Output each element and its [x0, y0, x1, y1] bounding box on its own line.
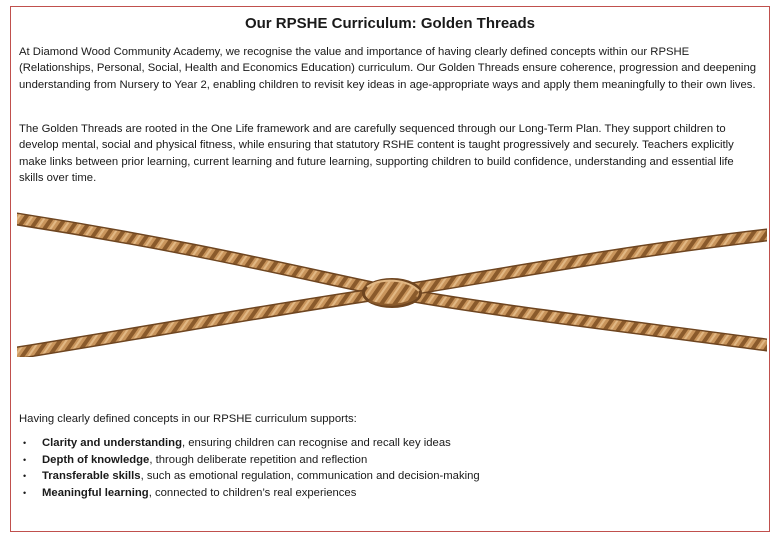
list-item-term: Clarity and understanding	[42, 437, 182, 449]
list-item-term: Transferable skills	[42, 470, 141, 482]
list-item	[23, 468, 480, 485]
list-item-text: , through deliberate repetition and reflection	[149, 453, 368, 466]
list-item	[23, 435, 480, 452]
golden-threads-rope-image	[17, 207, 767, 357]
rope-knot-icon	[17, 207, 767, 357]
list-item-text: , such as emotional regulation, communication and decision-making	[140, 470, 480, 482]
list-item	[23, 452, 480, 469]
bullet-icon: •	[23, 454, 27, 465]
list-item-term: Meaningful learning	[42, 486, 149, 499]
list-item-text: , ensuring children can recognise and recall key ideas	[181, 437, 451, 449]
list-item	[23, 485, 480, 502]
document-frame	[10, 6, 770, 532]
framework-paragraph: The Golden Threads are rooted in the One Life framework and are carefully sequenced through our Long-Term Plan. They support children to develop mental, social and physical fitness, while ensuring that statutory RSHE content is taught progressively and securely. Teachers explicitly make links between prior learning, current learning and future learning, supporting children to build confidence, understanding and essential life skills over time.	[19, 123, 734, 184]
benefits-list	[23, 435, 480, 501]
intro-paragraph: At Diamond Wood Community Academy, we recognise the value and importance of having clearly defined concepts within our RPSHE (Relationships, Personal, Social, Health and Economics Education) curriculum. Our Golden Threads ensure coherence, progression and deepening understanding from Nursery to Year 2, enabling children to revisit key ideas in age-appropriate ways and apply them meaningfully to their own lives.	[19, 46, 757, 91]
page-title: Our RPSHE Curriculum: Golden Threads	[244, 15, 536, 32]
supports-intro: Having clearly defined concepts in our RPSHE curriculum supports:	[19, 413, 357, 425]
list-item-text: , connected to children’s real experiences	[148, 486, 357, 499]
list-item-term: Depth of knowledge	[42, 453, 150, 466]
bullet-icon: •	[23, 471, 27, 481]
bullet-icon: •	[23, 438, 27, 448]
bullet-icon: •	[23, 487, 27, 498]
